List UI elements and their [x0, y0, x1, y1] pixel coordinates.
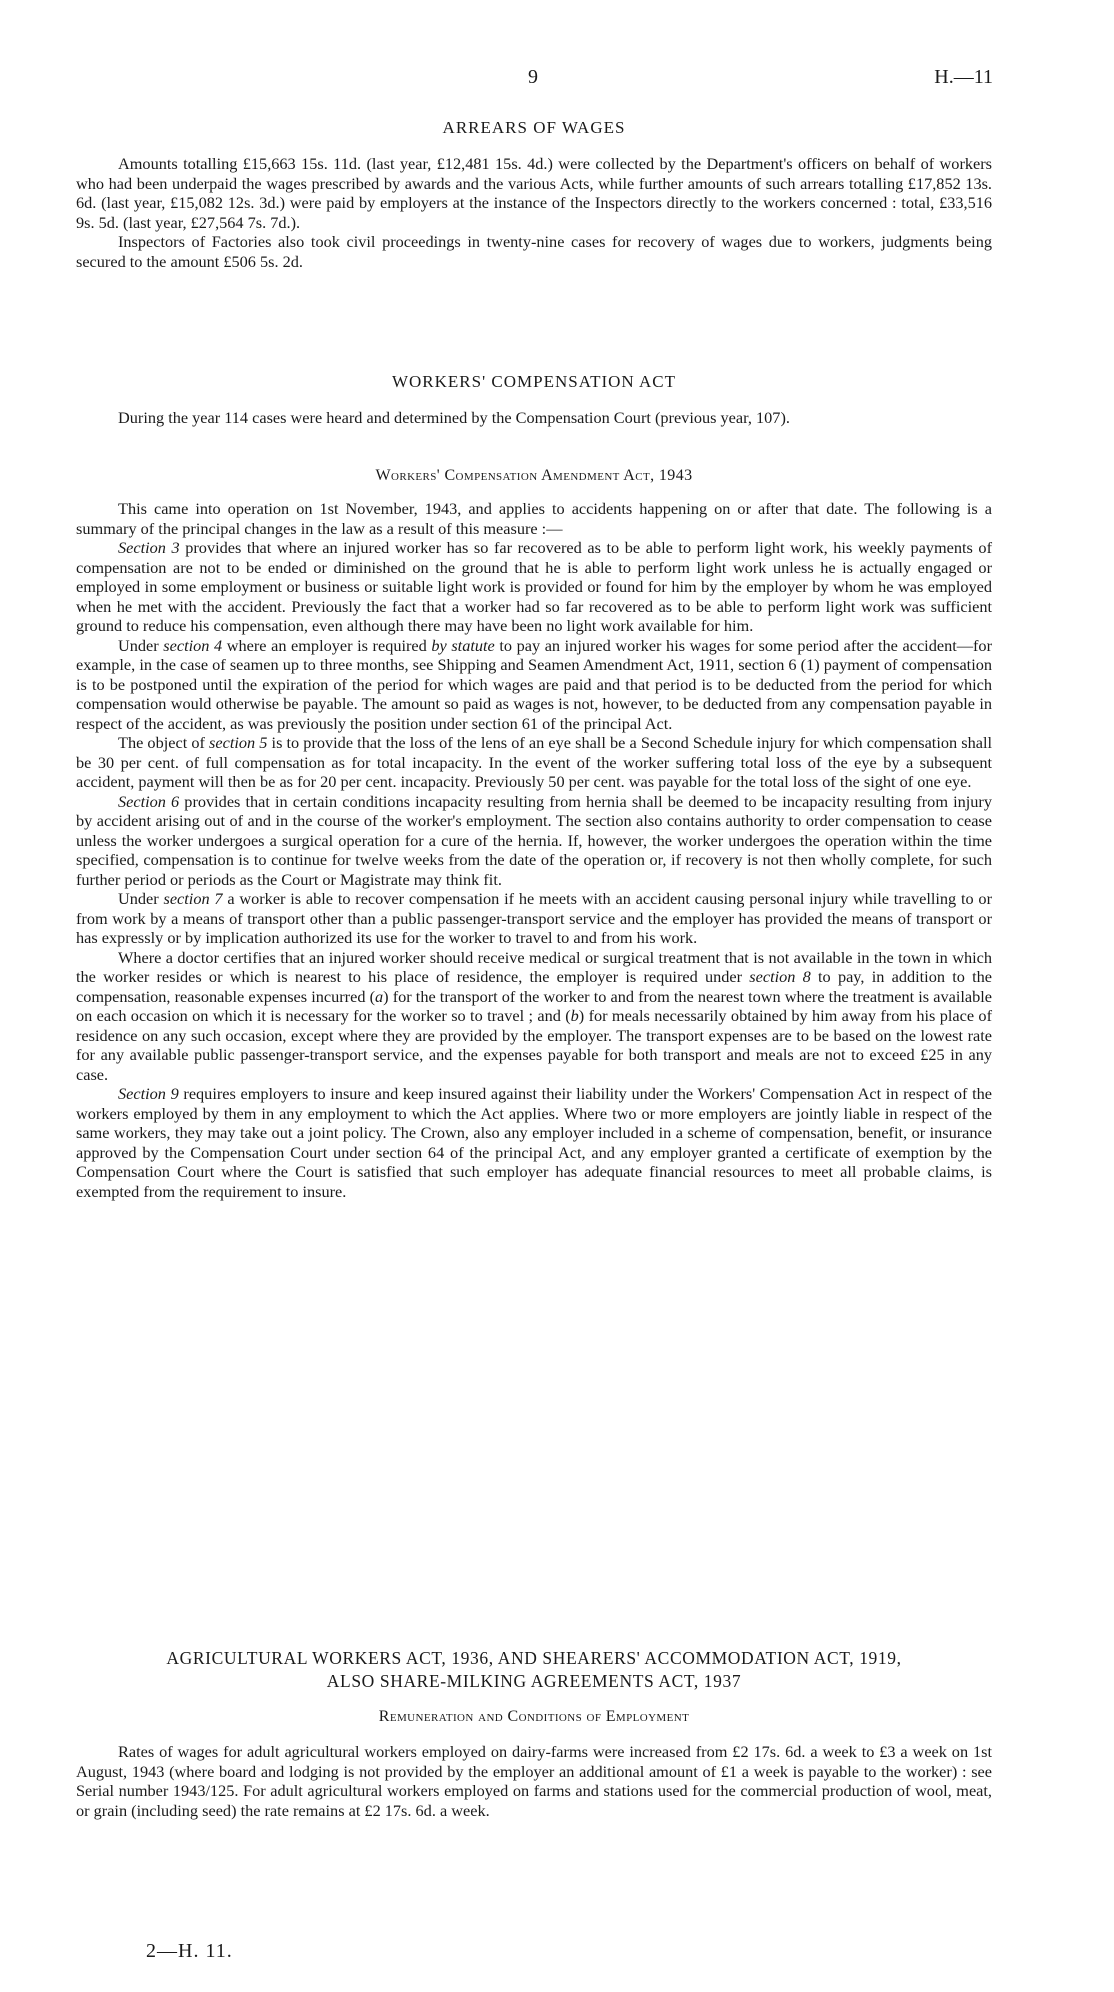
section-ref: section 4: [163, 635, 223, 655]
paragraph-section-6: Section 6 provides that in certain conditions incapacity resulting from hernia shall be deemed to be incapacity resulting from injury by accident arising out of and in the course of the worker's employment. The section also contains authority to order compensation to cease unless the worker undergoes a surgical operation for a cure of the hernia. If, however, the worker undergoes the operation within the time specified, compensation is to continue for twelve weeks from the date of the operation or, if recovery is not then wholly complete, for such further period or periods as the Court or Magistrate may think fit.: [76, 791, 992, 889]
section-ref: Section 9: [118, 1084, 179, 1103]
document-code: H.—11: [934, 66, 993, 88]
section-ref: Section 3: [118, 538, 180, 557]
subheading-amendment-act: Workers' Compensation Amendment Act, 1943: [375, 467, 693, 484]
paragraph: During the year 114 cases were heard and determined by the Compensation Court (previous year, 107).: [118, 408, 790, 427]
agri-body: [76, 1742, 992, 1820]
paragraph: Amounts totalling £15,663 15s. 11d. (last year, £12,481 15s. 4d.) were collected by the Department's officers on behalf of workers who had been underpaid the wages prescribed by awards and the various Acts, while further amounts of such arrears totalling £17,852 13s. 6d. (last year, £15,082 12s. 3d.) were paid by employers at the instance of the Inspectors directly to the workers concerned : total, £33,516 9s. 5d. (last year, £27,564 7s. 7d.).: [76, 154, 992, 232]
signature-mark: 2—H. 11.: [146, 1940, 233, 1962]
paragraph: This came into operation on 1st November, 1943, and applies to accidents happening on or after that date. The following is a summary of the principal changes in the law as a result of this measure :—: [76, 499, 992, 538]
section-ref: section 5: [209, 733, 268, 752]
paragraph: Rates of wages for adult agricultural workers employed on dairy-farms were increased from £2 17s. 6d. a week to £3 a week on 1st August, 1943 (where board and lodging is not provided by the employer an additional amount of £1 a week is payable to the worker) : see Serial number 1943/125. For adult agricultural workers employed on farms and stations used for the commercial production of wool, meat, or grain (including seed) the rate remains at £2 17s. 6d. a week.: [76, 1742, 992, 1820]
paragraph-section-9: Section 9 requires employers to insure and keep insured against their liability under the Workers' Compensation Act in respect of the workers employed by them in any employment to which the Act applies. Where two or more employers are jointly liable in respect of the same workers, they may take out a joint policy. The Crown, also any employer included in a scheme of compensation, benefit, or insurance approved by the Compensation Court under section 64 of the principal Act, and any employer granted a certificate of exemption by the Compensation Court where the Court is satisfied that such employer has adequate financial resources to meet all probable claims, is exempted from the requirement to insure.: [76, 1084, 992, 1201]
arrears-body: [76, 154, 992, 271]
section-ref: section 8: [749, 967, 811, 986]
paragraph-section-4: Under section 4 where an employer is required by statute to pay an injured worker his wages for some period after the accident—for example, in the case of seamen up to three months, see Shipping and Seamen Amendment Act, 1911, section 6 (1) payment of compensation is to be postponed until the expiration of the period for which wages are paid and that period is to be deducted from the period for which compensation would otherwise be payable. The amount so paid as wages is not, however, to be deducted from any compensation payable in respect of the accident, as was previously the position under section 61 of the principal Act.: [76, 635, 992, 733]
section-heading-workers-compensation: WORKERS' COMPENSATION ACT: [391, 372, 677, 391]
wca-intro: [76, 408, 992, 428]
wca-body: [76, 499, 992, 1201]
paragraph: Inspectors of Factories also took civil proceedings in twenty-nine cases for recovery of wages due to workers, judgments being secured to the amount £506 5s. 2d.: [76, 232, 992, 271]
page-number: 9: [528, 66, 538, 88]
section-ref: section 7: [163, 889, 223, 908]
paragraph-section-8: Where a doctor certifies that an injured worker should receive medical or surgical treatment that is not available in the town in which the worker resides or which is nearest to his place of residence, the employer is required under section 8 to pay, in addition to the compensation, reasonable expenses incurred (a) for the transport of the worker to and from the nearest town where the treatment is available on each occasion on which it is necessary for the worker so to travel ; and (b) for meals necessarily obtained by him away from his place of residence on any such occasion, except where they are provided by the employer. The transport expenses are to be based on the lowest rate for any available public passenger-transport service, and the expenses payable for both transport and meals are not to exceed £25 in any case.: [76, 947, 993, 1084]
section-heading-arrears: ARREARS OF WAGES: [442, 118, 626, 137]
section-heading-agricultural: AGRICULTURAL WORKERS ACT, 1936, AND SHEARERS' ACCOMMODATION ACT, 1919, ALSO SHARE-MILKING AGREEMENTS ACT, 1937: [166, 1648, 902, 1691]
subheading-remuneration: Remuneration and Conditions of Employment: [378, 1708, 690, 1725]
paragraph-section-5: The object of section 5 is to provide that the loss of the lens of an eye shall be a Second Schedule injury for which compensation shall be 30 per cent. of full compensation as for total incapacity. In the event of the worker suffering total loss of the eye by a subsequent accident, payment will then be as for 20 per cent. incapacity. Previously 50 per cent. was payable for the total loss of the sight of one eye.: [76, 733, 993, 791]
paragraph-section-3: Section 3 provides that where an injured worker has so far recovered as to be able to perform light work, his weekly payments of compensation are not to be ended or diminished on the ground that he is able to perform light work unless he is actually engaged or employed in some employment or business or suitable light work is provided or found for him by the employer by whom he was employed when he met with the accident. Previously the fact that a worker had so far recovered as to be able to perform light work was sufficient ground to reduce his compensation, even although there may have been no light work available for him.: [76, 538, 992, 635]
paragraph-section-7: Under section 7 a worker is able to recover compensation if he meets with an accident causing personal injury while travelling to or from work by a means of transport other than a public passenger-transport service and the employer has provided the means of transport or has expressly or by implication authorized its use for the worker to travel to and from his work.: [76, 889, 992, 947]
section-ref: Section 6: [118, 791, 180, 811]
